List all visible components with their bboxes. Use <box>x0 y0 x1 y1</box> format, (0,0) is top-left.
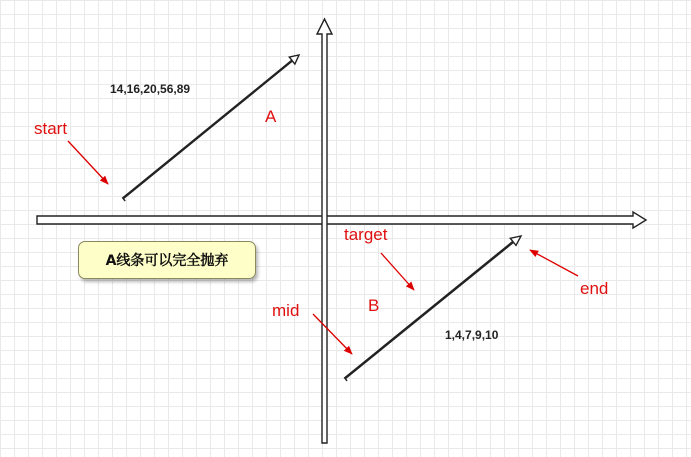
label-target: target <box>344 225 388 244</box>
end-pointer-arrow <box>530 250 578 276</box>
sequence-b: 1,4,7,9,10 <box>445 328 499 342</box>
mid-pointer-arrow <box>313 314 352 354</box>
label-a: A <box>265 107 277 126</box>
label-b: B <box>368 296 380 315</box>
vertical-axis-arrow <box>317 19 332 443</box>
note-callout <box>78 241 256 279</box>
label-start: start <box>34 119 68 138</box>
label-end: end <box>580 279 609 298</box>
horizontal-axis-arrow <box>37 212 646 228</box>
target-pointer-arrow <box>381 253 414 290</box>
line-a-arrow <box>123 55 299 201</box>
start-pointer-arrow <box>68 141 108 184</box>
sequence-a: 14,16,20,56,89 <box>110 82 191 96</box>
label-mid: mid <box>272 301 300 320</box>
note-text: A线条可以完全抛弃 <box>105 253 229 269</box>
